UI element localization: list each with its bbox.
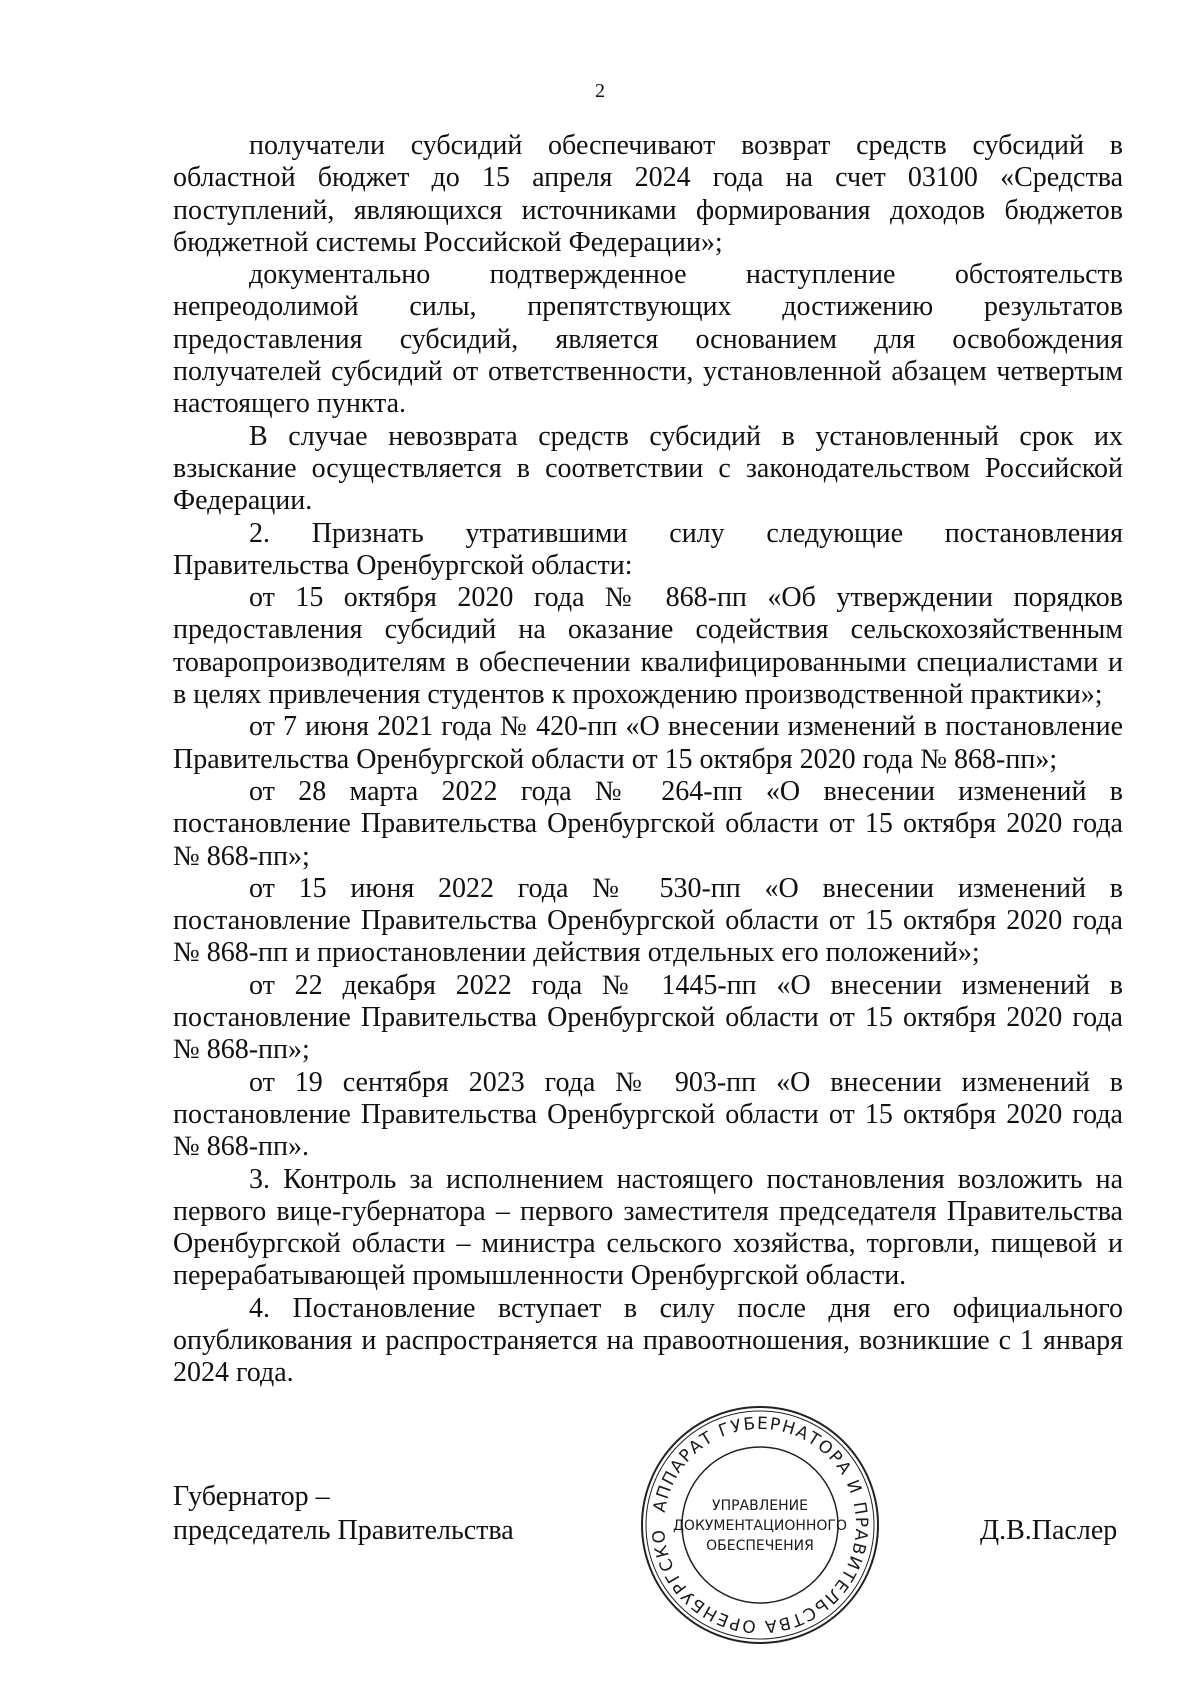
page-number: 2 (595, 80, 605, 102)
paragraph-non-return: В случае невозврата средств субсидий в установленный срок их взыскание осуществляется в соответствии с законодательством Российской Федерации. (173, 420, 1123, 517)
paragraph-repeal-420: от 7 июня 2021 года № 420-пп «О внесении изменений в постановление Правительства Оренбургской области от 15 октября 2020 года № 868-пп»; (173, 711, 1123, 775)
signature-title-line2: председатель Правительства (173, 1515, 514, 1546)
stamp-center-line2: ДОКУМЕНТАЦИОННОГО (672, 1518, 848, 1534)
signer-name: Д.В.Паслер (980, 1515, 1118, 1546)
official-stamp (635, 1400, 885, 1650)
signature-block (173, 1480, 514, 1548)
paragraph-item-3: 3. Контроль за исполнением настоящего постановления возложить на первого вице-губернатора – первого заместителя председателя Правительства Оренбургской области – министра сельского хозяйства, торговли, пищевой и перерабатывающей промышленности Оренбургской области. (173, 1163, 1123, 1292)
signature-title-line1: Губернатор – (173, 1481, 330, 1512)
paragraph-repeal-868: от 15 октября 2020 года № 868-пп «Об утверждении порядков предоставления субсидий на оказание содействия сельскохозяйственным товаропроизводителям в обеспечении квалифицированными специалистами и в целях привлечения студентов к прохождению производственной практики»; (173, 582, 1123, 711)
paragraph-repeal-264: от 28 марта 2022 года № 264-пп «О внесении изменений в постановление Правительства Оренбургской области от 15 октября 2020 года № 868-пп»; (173, 775, 1123, 872)
paragraph-repeal-1445: от 22 декабря 2022 года № 1445-пп «О внесении изменений в постановление Правительства Оренбургской области от 15 октября 2020 года № 868-пп»; (173, 969, 1123, 1066)
stamp-center-line3: ОБЕСПЕЧЕНИЯ (706, 1538, 814, 1554)
stamp-center-line1: УПРАВЛЕНИЕ (712, 1498, 808, 1514)
paragraph-repeal-903: от 19 сентября 2023 года № 903-пп «О внесении изменений в постановление Правительства Оренбургской области от 15 октября 2020 года № 868-пп». (173, 1066, 1123, 1163)
document-body (173, 130, 1123, 1390)
stamp-ring-text: АППАРАТ ГУБЕРНАТОРА И ПРАВИТЕЛЬСТВА ОРЕНБУРГСКО (648, 1413, 872, 1637)
paragraph-item-4: 4. Постановление вступает в силу после дня его официального опубликования и распространяется на правоотношения, возникшие с 1 января 2024 года. (173, 1292, 1123, 1389)
stamp-seal-icon (635, 1400, 885, 1650)
paragraph-repeal-530: от 15 июня 2022 года № 530-пп «О внесении изменений в постановление Правительства Оренбургской области от 15 октября 2020 года № 868-пп и приостановлении действия отдельных его положений»; (173, 872, 1123, 969)
paragraph-force-majeure: документально подтвержденное наступление обстоятельств непреодолимой силы, препятствующих достижению результатов предоставления субсидий, является основанием для освобождения получателей субсидий от ответственности, установленной абзацем четвертым настоящего пункта. (173, 259, 1123, 420)
paragraph-refund-terms: получатели субсидий обеспечивают возврат средств субсидий в областной бюджет до 15 апреля 2024 года на счет 03100 «Средства поступлений, являющихся источниками формирования доходов бюджетов бюджетной системы Российской Федерации»; (173, 130, 1123, 258)
paragraph-item-2: 2. Признать утратившими силу следующие постановления Правительства Оренбургской области: (173, 517, 1123, 581)
